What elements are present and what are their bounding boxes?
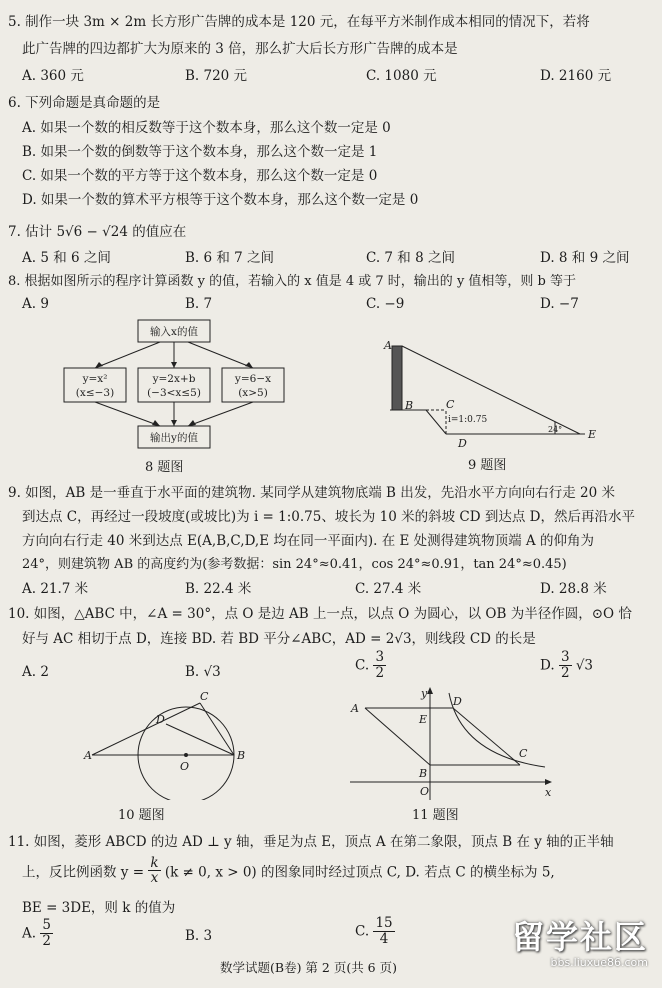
watermark: [512, 912, 648, 969]
fig11-label-y: y: [421, 687, 428, 700]
q11-function-fraction: [148, 856, 160, 885]
fig11-y-arrow: [427, 687, 433, 694]
fig10-diagram: [80, 688, 260, 800]
q11-a-prefix: A.: [22, 925, 37, 942]
fig8-arrowhead3: [245, 362, 253, 368]
fig9-label-e: E: [588, 428, 597, 441]
q11-x: x: [150, 870, 159, 887]
fig9-sightline: [402, 346, 580, 434]
q5-line1: 5. 制作一块 3m × 2m 长方形广告牌的成本是 120 元，在每平方米制作成本相同的情况下，若将: [8, 14, 590, 30]
fig8-box1-domain: (x≤−3): [75, 387, 115, 399]
q9-option-c: C. 27.4 米: [355, 581, 422, 597]
fig11-caption: 11 题图: [412, 808, 459, 823]
q10-option-c: [355, 650, 386, 681]
q11-line1: 11. 如图，菱形 ABCD 的边 AD ⊥ y 轴，垂足为点 E，顶点 A 在第二象限，顶点 B 在 y 轴的正半轴: [8, 834, 614, 850]
fig10-label-b: B: [237, 749, 246, 762]
fig9-label-a: A: [384, 339, 392, 352]
fig9-slope-cd: [426, 410, 446, 434]
q9-line2: 到达点 C，再经过一段坡度(或坡比)为 i = 1:0.75、坡长为 10 米的斜坡 CD 到达点 D，然后再沿水平: [22, 509, 635, 525]
q11-c-prefix: C.: [355, 923, 370, 940]
q8-option-d: D. −7: [540, 296, 579, 312]
fig8-box1-formula: y=x²: [82, 373, 108, 385]
q9-option-b: B. 22.4 米: [185, 581, 252, 597]
fig8-box2-domain: (−3<x≤5): [147, 387, 201, 399]
q9-option-a: A. 21.7 米: [22, 581, 89, 597]
q11-a-fraction: [40, 918, 53, 949]
fig11-label-b: B: [419, 767, 428, 780]
q9-line4: 24°，则建筑物 AB 的高度约为(参考数据：sin 24°≈0.41，cos 24°≈0.91，tan 24°≈0.45): [22, 557, 567, 572]
fig8-box3-domain: (x>5): [238, 387, 268, 399]
q10-line1: 10. 如图，△ABC 中，∠A = 30°，点 O 是边 AB 上一点，以点 O 为圆心，以 OB 为半径作圆，⊙O 恰: [8, 606, 632, 622]
fig8-box2-formula: y=2x+b: [152, 373, 196, 385]
q9-line1: 9. 如图，AB 是一垂直于水平面的建筑物. 某同学从建筑物底端 B 出发，先沿水平方向向右行走 20 米: [8, 485, 615, 501]
q11-line2-start: 上，反比例函数 y =: [22, 864, 145, 881]
fig8-arrowhead5: [171, 420, 177, 426]
q11-a-num: 5: [42, 917, 51, 933]
q10-c-den: 2: [375, 664, 385, 681]
q5-line2: 此广告牌的四边都扩大为原来的 3 倍，那么扩大后长方形广告牌的成本是: [22, 41, 458, 57]
fig10-label-c: C: [200, 690, 209, 703]
q11-option-c: [355, 916, 395, 947]
q7-stem: 7. 估计 5√6 − √24 的值应在: [8, 224, 187, 240]
fig11-x-arrow: [545, 779, 552, 785]
q6-stem: 6. 下列命题是真命题的是: [8, 95, 161, 111]
q11-option-b: B. 3: [185, 928, 213, 944]
q11-a-den: 2: [42, 932, 51, 949]
q10-line2: 好与 AC 相切于点 D，连接 BD. 若 BD 平分∠ABC，AD = 2√3，则线段 CD 的长是: [22, 631, 536, 647]
fig8-arrowhead2: [171, 362, 177, 368]
q7-option-a: A. 5 和 6 之间: [22, 250, 111, 266]
fig9-angle-label: 24°: [548, 425, 563, 434]
q9-line3: 方向向右行走 40 米到达点 E(A,B,C,D,E 均在同一平面内). 在 E 处测得建筑物顶端 A 的仰角为: [22, 533, 594, 549]
fig11-label-a: A: [351, 702, 359, 715]
fig8-arrow1: [95, 342, 160, 368]
fig10-side-ac: [92, 703, 200, 755]
q5-option-a: A. 360 元: [22, 68, 84, 84]
fig10-caption: 10 题图: [118, 808, 165, 823]
fig11-label-c: C: [519, 747, 528, 760]
q9-option-d: D. 28.8 米: [540, 581, 607, 597]
fig8-arrowhead1: [95, 362, 103, 368]
fig10-label-a: A: [84, 749, 92, 762]
q11-line2-end: (k ≠ 0, x > 0) 的图象同时经过顶点 C, D. 若点 C 的横坐标为 5,: [164, 864, 555, 881]
watermark-logo: 留学社区: [511, 918, 648, 956]
fig9-label-d: D: [458, 437, 467, 448]
fig11-side-dc: [453, 708, 520, 765]
q10-c-num: 3: [375, 649, 385, 665]
q5-option-d: D. 2160 元: [540, 68, 612, 84]
fig9-label-b: B: [405, 399, 414, 412]
q6-option-b: B. 如果一个数的倒数等于这个数本身，那么这个数一定是 1: [22, 144, 378, 160]
fig9-slope-label: i=1:0.75: [448, 415, 488, 425]
q11-c-den: 4: [379, 930, 389, 947]
q7-option-d: D. 8 和 9 之间: [540, 250, 630, 266]
q11-option-a: [22, 918, 53, 949]
q10-d-den: 2: [560, 664, 570, 681]
q5-option-b: B. 720 元: [185, 68, 248, 84]
watermark-url: bbs.liuxue86.com: [550, 956, 648, 969]
fig10-label-o: O: [180, 760, 190, 773]
q6-option-d: D. 如果一个数的算术平方根等于这个数本身，那么这个数一定是 0: [22, 192, 419, 208]
q7-option-c: C. 7 和 8 之间: [366, 250, 455, 266]
fig10-label-d: D: [156, 713, 165, 726]
q6-option-c: C. 如果一个数的平方等于这个数本身，那么这个数一定是 0: [22, 168, 378, 184]
fig9-label-c: C: [446, 398, 455, 411]
q11-line2: [22, 856, 555, 885]
fig8-arrow4: [95, 402, 160, 426]
q10-d-num: 3: [560, 649, 570, 665]
fig10-center: [184, 753, 188, 757]
fig11-label-o: O: [420, 785, 430, 798]
q10-d-fraction: [559, 650, 572, 681]
fig11-diagram: [345, 685, 560, 803]
fig9-diagram: [380, 336, 610, 448]
q10-c-prefix: C.: [355, 657, 370, 674]
q8-option-c: C. −9: [366, 296, 405, 312]
q10-d-tail: √3: [575, 657, 594, 674]
fig8-input-label: 输入x的值: [150, 326, 198, 338]
fig8-box3-formula: y=6−x: [234, 373, 272, 385]
fig9-building: [392, 346, 402, 410]
fig11-label-x: x: [545, 786, 552, 799]
fig8-arrow6: [188, 402, 253, 426]
q10-d-prefix: D.: [540, 657, 555, 674]
q7-option-b: B. 6 和 7 之间: [185, 250, 275, 266]
q11-c-num: 15: [375, 915, 393, 931]
fig8-arrow3: [188, 342, 253, 368]
fig11-curve: [449, 693, 545, 767]
fig8-output-label: 输出y的值: [150, 432, 198, 444]
q11-k: k: [150, 855, 159, 871]
fig8-caption: 8 题图: [145, 460, 184, 475]
q10-option-b: B. √3: [185, 664, 221, 680]
q10-option-d: [540, 650, 593, 681]
q10-c-fraction: [373, 650, 386, 681]
page-footer: 数学试题(B卷) 第 2 页(共 6 页): [220, 960, 397, 975]
fig8-flowchart: [50, 318, 300, 458]
fig11-label-e: E: [419, 713, 428, 726]
q10-option-a: A. 2: [22, 664, 49, 680]
fig11-label-d: D: [453, 695, 462, 708]
q8-option-b: B. 7: [185, 296, 213, 312]
fig9-caption: 9 题图: [468, 458, 507, 473]
q11-c-fraction: [373, 916, 394, 947]
q11-line3: BE = 3DE，则 k 的值为: [22, 900, 176, 916]
q5-option-c: C. 1080 元: [366, 68, 437, 84]
q8-option-a: A. 9: [22, 296, 49, 312]
q6-option-a: A. 如果一个数的相反数等于这个数本身，那么这个数一定是 0: [22, 120, 391, 136]
q8-stem: 8. 根据如图所示的程序计算函数 y 的值，若输入的 x 值是 4 或 7 时，输出的 y 值相等，则 b 等于: [8, 274, 577, 289]
